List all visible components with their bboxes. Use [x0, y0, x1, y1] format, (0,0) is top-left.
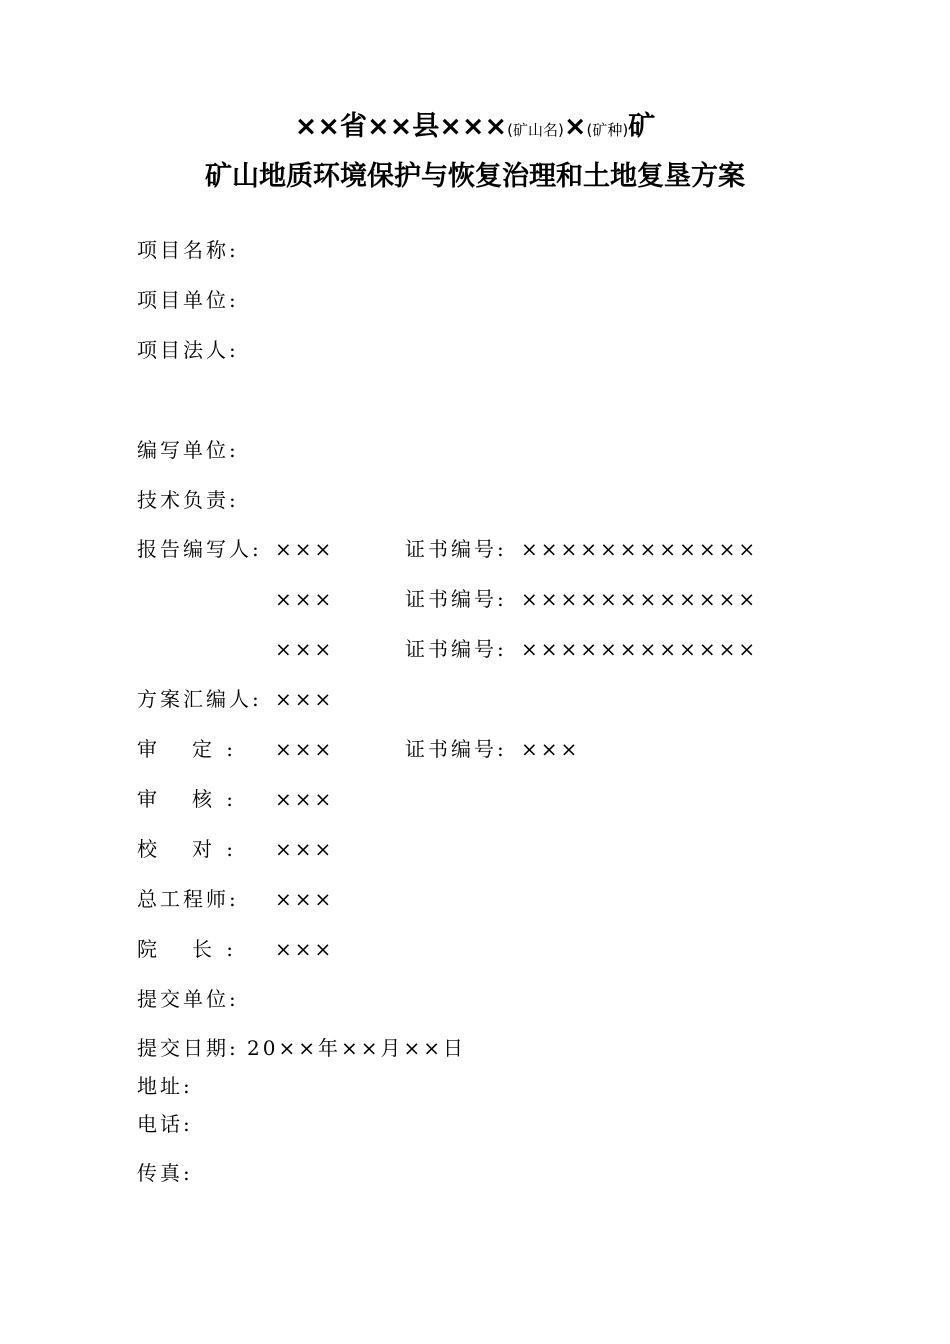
proof-value: ××× — [275, 837, 335, 861]
cert-label: 证书编号: — [405, 737, 507, 761]
label-approve-b: 定: — [191, 737, 233, 761]
title-suffix: 矿 — [628, 111, 656, 142]
dean-value: ××× — [275, 937, 335, 961]
compiler-value: ××× — [275, 687, 335, 711]
label-report-writer: 报告编写人: — [137, 537, 262, 561]
label-submit-unit: 提交单位: — [137, 987, 239, 1011]
cert-number: ×××××××××××× — [521, 587, 759, 611]
cert-number: ×××××××××××× — [521, 537, 759, 561]
label-approve-a: 审 — [137, 737, 172, 761]
label-fax: 传真: — [137, 1161, 193, 1185]
document-title-line1 — [0, 110, 950, 147]
label-review — [137, 785, 233, 813]
submit-date-value: 20××年××月××日 — [247, 1036, 466, 1060]
label-proof-b: 对: — [191, 837, 233, 861]
document-title-line2: 矿山地质环境保护与恢复治理和土地复垦方案 — [205, 161, 745, 192]
label-address: 地址: — [137, 1074, 193, 1098]
chief-engineer-value: ××× — [275, 887, 335, 911]
label-project-name: 项目名称: — [137, 238, 239, 262]
writer-name: ××× — [275, 587, 335, 611]
mineral-note: (矿种) — [586, 121, 629, 139]
label-review-a: 审 — [137, 787, 172, 811]
cert-number: ××× — [521, 737, 581, 761]
title-mineral-placeholder: × — [563, 111, 587, 142]
label-review-b: 核: — [191, 787, 233, 811]
label-proof — [137, 835, 233, 863]
cert-number: ×××××××××××× — [521, 637, 759, 661]
label-phone: 电话: — [137, 1112, 193, 1136]
title-province-county: ××省××县××× — [294, 111, 508, 142]
label-project-unit: 项目单位: — [137, 288, 239, 312]
label-compile-unit: 编写单位: — [137, 438, 239, 462]
mine-name-note: (矿山名) — [507, 121, 564, 139]
writer-name: ××× — [275, 537, 335, 561]
label-project-legal: 项目法人: — [137, 338, 239, 362]
label-tech-lead: 技术负责: — [137, 488, 239, 512]
label-proof-a: 校 — [137, 837, 172, 861]
review-value: ××× — [275, 787, 335, 811]
label-dean — [137, 935, 233, 963]
label-dean-b: 长: — [191, 937, 233, 961]
cert-label: 证书编号: — [405, 587, 507, 611]
label-compiler: 方案汇编人: — [137, 687, 262, 711]
label-chief-engineer: 总工程师: — [137, 887, 239, 911]
cert-label: 证书编号: — [405, 537, 507, 561]
cert-label: 证书编号: — [405, 637, 507, 661]
writer-name: ××× — [275, 637, 335, 661]
label-submit-date: 提交日期: — [137, 1036, 239, 1060]
label-approve — [137, 735, 233, 763]
approve-value: ××× — [275, 737, 335, 761]
label-dean-a: 院 — [137, 937, 172, 961]
